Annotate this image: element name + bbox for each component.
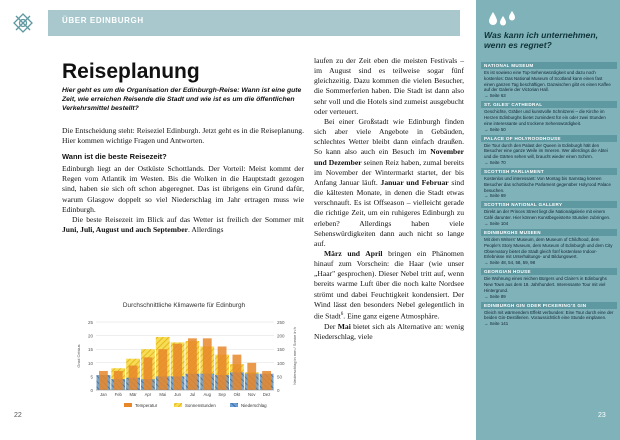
body-paragraph: Die beste Reisezeit im Blick auf das Wetter ist freilich der Sommer mit Juni, Juli, August und auch September. Allerdings (62, 214, 304, 234)
legend-swatch (174, 403, 182, 407)
celtic-knot-logo (12, 12, 34, 34)
y-tick-label: 0 (90, 388, 93, 393)
chart-svg (62, 302, 306, 414)
lead-paragraph: Hier geht es um die Organisation der Edinburgh-Reise: Wann ist eine gute Zeit, wie erreichen Reisende die Stadt und wie ist es um die öffentlichen Verkehrsmittel bestellt? (62, 87, 302, 113)
page-number-right: 23 (598, 412, 606, 419)
y-right-axis-label: Niederschlag in mm / Sonne in h (292, 327, 297, 385)
sidebar-entry-text: Die Wohnung eines reichen Bürgers und Claire's in Edinburghs New Town aus dem 18. Jahrhundert. Interessante Tour mit viel Hintergrund. (484, 276, 607, 293)
page-title: Reiseplanung (62, 60, 200, 83)
sidebar-entry-heading: NATIONAL MUSEUM (481, 62, 617, 69)
sidebar-entry-text: Direkt an der Princes Street liegt die Nationalgalerie mit einem Café darunter. Hier können Kunstbegeisterte Stunden zubringen. (484, 209, 611, 221)
temperature-bar (262, 371, 271, 390)
y-tick-label: 5 (90, 374, 93, 380)
sidebar-entry-heading: EDINBURGHS MUSEEN (481, 229, 617, 236)
left-column (62, 126, 304, 235)
body-paragraph: März und April bringen ein Phänomen hinauf zum Vorschein: die Haar (wie unser „Haar" gesprochen). Dieser Nebel tritt auf, wenn bereits warme Luft über die noch kalte Nordsee strömt und dabei Feuchtigkeit kondensiert. Der Wind lässt den besonders Nebel gelegentlich in die Stadt$^6$. Eine ganz eigene Atmosphäre. (314, 248, 464, 321)
sidebar-entry (484, 62, 614, 98)
temperature-bar (99, 371, 108, 390)
body-paragraph: laufen zu der Zeit eben die meisten Festivals – im August sind es teilweise sogar fünf gleichzeitig. Dazu kommen die vielen Besucher, die Sommerferien haben. Die Stadt ist dann also sehr voll und die Hotels sind zumeist ausgebucht oder verteuert. (314, 56, 464, 116)
sidebar-entry-page-ref: → Seite 48, 54, 58, 59, 98 (484, 260, 536, 266)
x-tick-label: Nov (248, 392, 256, 397)
legend-label: Sonnenstunden (185, 403, 216, 408)
sidebar-entry-page-ref: → Seite 63 (484, 93, 506, 99)
sidebar-entry-page-ref: → Seite 104 (484, 220, 509, 226)
y-tick-label: 15 (87, 347, 93, 353)
temperature-bar (218, 346, 227, 390)
legend-swatch (124, 403, 132, 407)
sidebar-entry (484, 101, 614, 131)
legend-label: Temperatur (135, 403, 158, 408)
sidebar-entry-page-ref: → Seite 70 (484, 159, 506, 165)
y-right-tick-label: 0 (277, 388, 280, 393)
x-tick-label: Aug (203, 392, 211, 397)
chart-title: Durchschnittliche Klimawerte für Edinburgh (122, 302, 246, 309)
sidebar-entry-heading: GEORGIAN HOUSE (481, 268, 617, 275)
sidebar-entry (484, 302, 614, 327)
x-tick-label: Jul (189, 392, 196, 397)
section-header-label: ÜBER EDINBURGH (62, 16, 144, 25)
sidebar-entry-heading: EDINBURGH GIN ODER PICKERING'S GIN (481, 302, 617, 309)
y-right-tick-label: 150 (277, 347, 285, 353)
sidebar-entry-heading: ST. GILES' CATHEDRAL (481, 101, 617, 108)
sidebar-entry (484, 135, 614, 165)
temperature-bar (129, 366, 138, 390)
subheading-travel-time: Wann ist die beste Reisezeit? (62, 152, 167, 162)
x-tick-label: Mai (159, 392, 167, 397)
temperature-bar (233, 355, 242, 390)
y-right-tick-label: 50 (277, 374, 283, 380)
y-right-tick-label: 250 (277, 320, 285, 325)
y-right-tick-label: 200 (277, 333, 285, 339)
page-number-left: 22 (14, 412, 22, 419)
sidebar-entry (484, 229, 614, 265)
sidebar-list (484, 62, 614, 329)
sidebar-entry-text: Es ist sowieso eine Top-Sehenswürdigkeit und dazu noch kostenlos: Das National Museum of Scotland kann einen fast einen ganzen Tag beschäftigen. Dazwischen gibt es einen Kaffee auf der Galerie der Victorian Hall. (484, 70, 611, 93)
sidebar-entry-text: Die Tour durch den Palast der Queen in Edinburgh hält den Besucher eine ganze Weile im Inneren. Wer allerdings die Abtei und die Gärten sehen will, braucht wieder einen Schirm. (484, 142, 608, 160)
y-tick-label: 25 (87, 320, 93, 325)
temperature-bar (158, 349, 167, 390)
y-tick-label: 10 (87, 360, 93, 366)
x-tick-label: Apr (144, 392, 152, 397)
sidebar-entry (484, 201, 614, 226)
sidebar-entry-text: Kostenlos und interessant: Von Montag bis Samstag können Besucher das schottische Parlament gegenüber Holyrood Palace besuchen. (484, 175, 611, 193)
temperature-bar (144, 357, 153, 390)
x-tick-label: Jun (174, 392, 181, 397)
sidebar-title: Was kann ich unternehmen, wenn es regnet? (484, 30, 598, 51)
x-tick-label: Feb (114, 392, 122, 397)
body-paragraph: Bei einer Großstadt wie Edinburgh finden sich aber viele Angebote in Gebäuden, schlechtes Wetter bleibt dann einfach draußen. So kann also auch ein Besuch im November und Dezember seinen Reiz haben, zumal bereits im November der Wintermarkt startet, der bis Anfang Januar läuft. Januar und Februar sind die kältesten Monate, in denen die Stadt etwas verschnauft. Es ist Offseason – vielleicht gerade die richtige Zeit, um ein ruhigeres Edinburgh zu erleben? Allerdings haben viele Sehenswürdigkeiten dann auch nicht so lange auf. (314, 116, 465, 248)
sidebar-entry-text: Geschichte, Gräber und kunstvolle Schnitzerei – die Kirche im Herzen Edinburghs bietet zumindest für ein oder zwei Stunden eine interessante und trockene Sehenswürdigkeit. (484, 109, 606, 126)
y-axis-label: Grad Celsius (76, 344, 81, 368)
sidebar-entry (484, 168, 614, 198)
x-tick-label: Dez (262, 392, 271, 397)
sidebar-entry-text: Gleich mit wärmendem Effekt verbunden: Eine Tour durch eine der beiden Gin-Destillerien. Voraussichtlich eine Stunde einplanen. (484, 309, 614, 321)
sidebar-entry-page-ref: → Seite 141 (484, 321, 509, 327)
temperature-bar (247, 363, 256, 390)
temperature-bar (188, 338, 197, 390)
climate-chart (62, 302, 306, 414)
x-tick-label: Mär (129, 392, 137, 397)
body-paragraph: Der Mai bietet sich als Alternative an: wenig Niederschlag, viele (314, 321, 464, 341)
right-text-column (314, 56, 464, 342)
body-paragraph: Edinburgh liegt an der Ostküste Schottlands. Der Vorteil: Meist kommt der Regen vom Atlantik im Westen. Bis die Wolken in die Hauptstadt gezogen sind, haben sie sich oft schon abgeregnet. Das ist übrigens ein Grund dafür, warum Glasgow doppelt so viel Niederschlag im Jahr ertragen muss wie Edinburgh. (62, 164, 304, 214)
sidebar-entry-heading: PALACE OF HOLYROODHOUSE (481, 135, 617, 142)
sidebar-entry-text: Mit dem Writers' Museum, dem Museum of Childhood, dem People's Story Museum, dem Museum of Edinburgh und dem City Observatory bietet die Stadt gleich fünf kostenlose Indoor-Erlebnisse mit Unterhaltungs- und Bildungswert. (484, 236, 613, 260)
legend-swatch (230, 403, 238, 407)
temperature-bar (173, 344, 182, 390)
sidebar-entry-page-ref: → Seite 50 (484, 126, 506, 132)
sidebar-entry-page-ref: → Seite 69 (484, 193, 506, 199)
temperature-bar (114, 371, 123, 390)
sidebar-entry (484, 268, 614, 298)
x-tick-label: Sep (218, 392, 226, 397)
sidebar-entry-heading: SCOTTISH NATIONAL GALLERY (481, 201, 617, 208)
raindrops-icon (488, 10, 518, 30)
y-right-tick-label: 100 (277, 360, 285, 366)
x-tick-label: Jan (100, 392, 107, 397)
y-tick-label: 20 (87, 333, 93, 339)
legend-label: Niederschlag (241, 403, 267, 408)
x-tick-label: Okt (233, 392, 241, 397)
sidebar-entry-heading: SCOTTISH PARLIAMENT (481, 168, 617, 175)
temperature-bar (203, 338, 212, 390)
intro-paragraph: Die Entscheidung steht: Reiseziel Edinburgh. Jetzt geht es in die Reiseplanung. Hier kommen wichtige Fragen und Antworten. (62, 126, 304, 146)
sidebar-entry-page-ref: → Seite 89 (484, 293, 506, 299)
